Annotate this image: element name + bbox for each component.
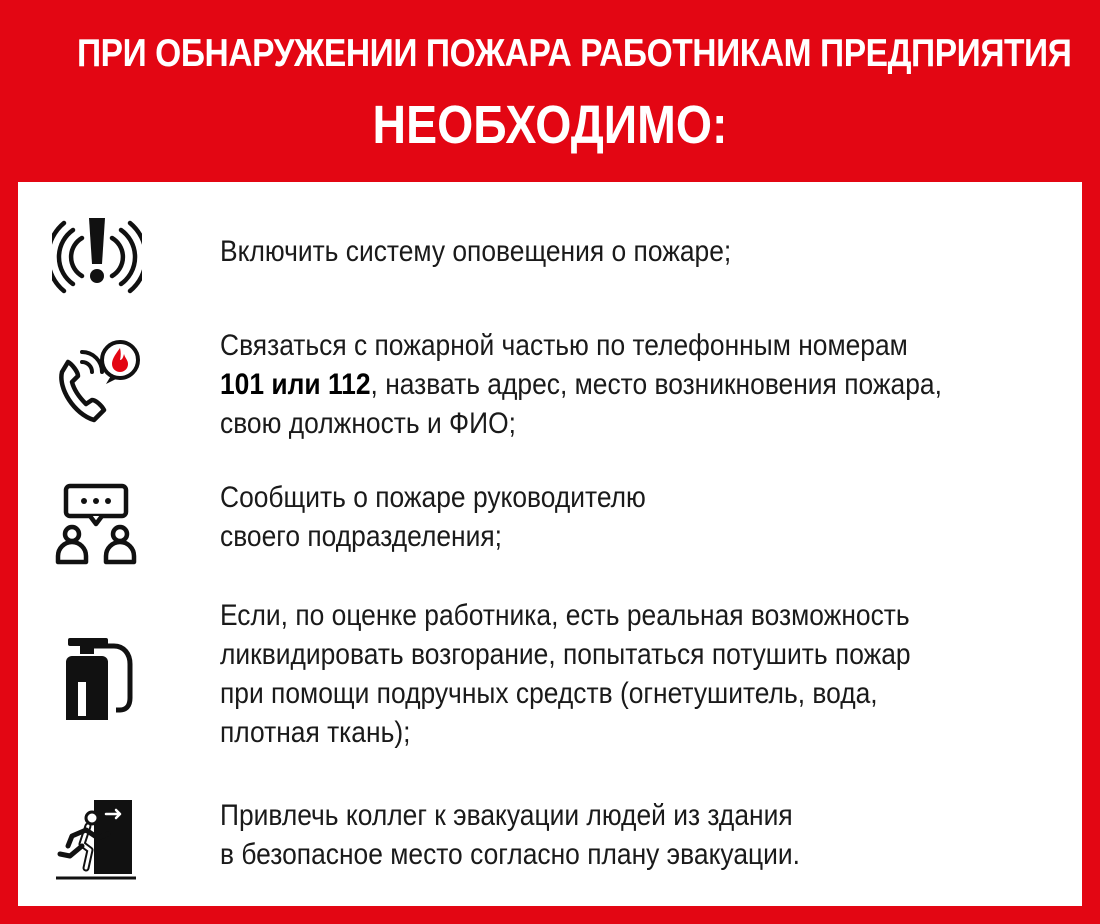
item-text-line: свою должность и ФИО; (220, 407, 516, 440)
item-text-line: своего подразделения; (220, 520, 503, 553)
item-text-line: Привлечь коллег к эвакуации людей из здания (220, 799, 793, 832)
page-subtitle: НЕОБХОДИМО: (372, 95, 728, 155)
item-text-line: ликвидировать возгорание, попытаться потушить пожар (220, 638, 911, 671)
item-text-line: в безопасное место согласно плану эвакуации. (220, 838, 800, 871)
item-text-line: Включить систему оповещения о пожаре; (220, 235, 732, 268)
instructions-panel (18, 182, 1082, 906)
emergency-numbers: 101 или 112 (220, 368, 371, 401)
item-text-line: , назвать адрес, место возникновения пожара, (370, 368, 942, 401)
phone-fire-icon (52, 338, 142, 428)
item-text-line: при помощи подручных средств (огнетушитель, вода, (220, 677, 878, 710)
header-banner (0, 0, 1100, 182)
item-text-line: Сообщить о пожаре руководителю (220, 481, 646, 514)
alarm-icon (52, 210, 142, 300)
item-text-line: плотная ткань); (220, 716, 411, 749)
page-title: ПРИ ОБНАРУЖЕНИИ ПОЖАРА РАБОТНИКАМ ПРЕДПРИЯТИЯ (77, 32, 1072, 75)
evacuation-exit-icon (52, 796, 142, 886)
people-chat-icon (52, 478, 142, 568)
item-text-line: Связаться с пожарной частью по телефонным номерам (220, 329, 908, 362)
fire-extinguisher-icon (52, 634, 142, 724)
item-text-line: Если, по оценке работника, есть реальная возможность (220, 599, 910, 632)
